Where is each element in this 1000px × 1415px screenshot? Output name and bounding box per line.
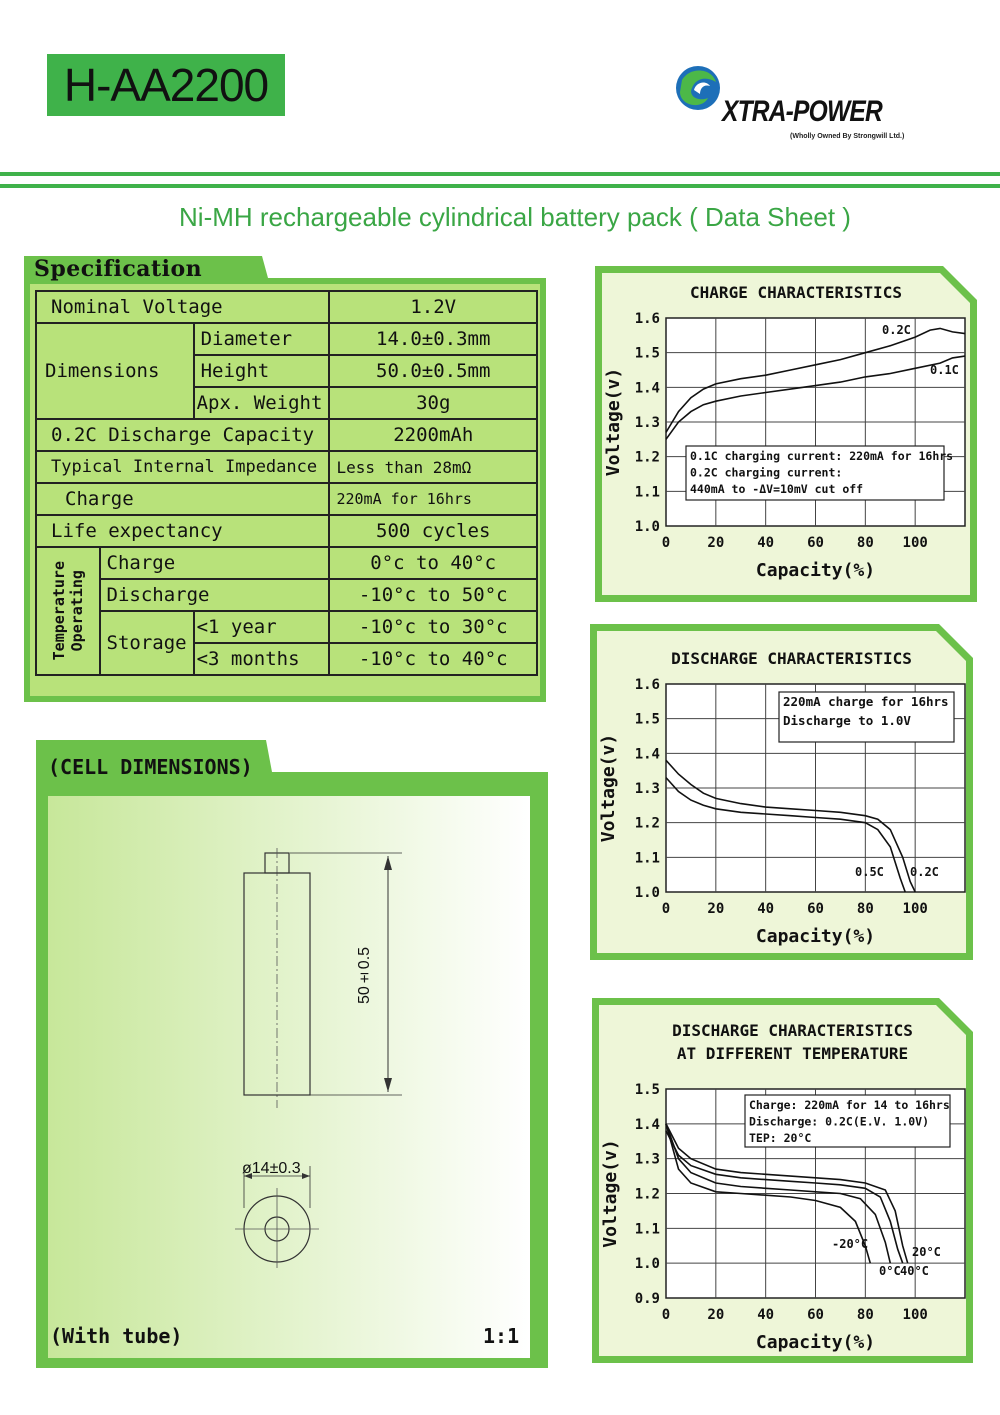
y-tick-label: 1.5: [634, 711, 660, 728]
diameter-dimension-label: ø14±0.3: [242, 1160, 301, 1177]
y-tick-label: 1.1: [634, 1221, 660, 1238]
y-tick-label: 1.0: [634, 1256, 660, 1273]
y-tick-label: 0.9: [634, 1291, 660, 1307]
spec-label: Life expectancy: [36, 515, 329, 547]
spec-value: -10°c to 30°c: [329, 611, 537, 643]
series-label: 0.2C: [882, 323, 911, 337]
series-label: 0°C: [879, 1264, 901, 1278]
spec-value: 0°c to 40°c: [329, 547, 537, 579]
spec-value: Less than 28mΩ: [329, 451, 537, 483]
y-tick-label: 1.1: [634, 850, 660, 867]
brand-name: XTRA-POWER: [722, 95, 882, 128]
x-tick-label: 100: [902, 535, 928, 551]
x-tick-label: 60: [807, 901, 824, 917]
x-tick-label: 40: [757, 1307, 775, 1323]
y-tick-label: 1.3: [634, 415, 660, 431]
chart-title: DISCHARGE CHARACTERISTICS: [672, 1021, 913, 1040]
y-tick-label: 1.2: [634, 1186, 660, 1203]
y-tick-label: 1.3: [634, 1151, 660, 1168]
y-tick-label: 1.4: [634, 746, 660, 763]
x-tick-label: 0: [661, 535, 671, 551]
series-label: 20°C: [912, 1245, 941, 1259]
y-tick-label: 1.1: [634, 484, 660, 501]
height-dimension-label: 50±0.5: [356, 946, 373, 1004]
spec-value: -10°c to 50°c: [329, 579, 537, 611]
x-tick-label: 60: [807, 1307, 824, 1323]
x-tick-label: 60: [807, 535, 824, 551]
spec-value: 220mA for 16hrs: [329, 483, 537, 515]
annotation-text: 220mA charge for 16hrs: [783, 694, 949, 709]
annotation-text: Charge: 220mA for 14 to 16hrs: [749, 1098, 950, 1112]
x-tick-label: 40: [757, 535, 775, 551]
brand-subtitle: (Wholly Owned By Strongwill Ltd.): [790, 133, 905, 140]
cell-dimensions-title: (CELL DIMENSIONS): [48, 755, 253, 779]
y-tick-label: 1.5: [634, 1082, 660, 1098]
series-label: 0.1C: [930, 363, 959, 377]
y-axis-label: Voltage(v): [600, 1139, 621, 1248]
spec-value: 50.0±0.5mm: [329, 355, 537, 387]
spec-label: Diameter: [194, 323, 330, 355]
annotation-text: Discharge to 1.0V: [783, 713, 911, 728]
drawing-scale: 1:1: [483, 1324, 520, 1348]
op-temp-line: Temperature: [49, 561, 68, 661]
y-tick-label: 1.5: [634, 345, 660, 362]
x-axis-label: Capacity(%): [755, 560, 876, 581]
spec-label: Storage: [100, 611, 194, 675]
spec-label: 0.2C Discharge Capacity: [36, 419, 329, 451]
y-tick-label: 1.6: [634, 311, 660, 327]
spec-label: Nominal Voltage: [36, 291, 329, 323]
spec-label: Discharge: [100, 579, 330, 611]
x-tick-label: 80: [856, 901, 874, 917]
annotation-text: 0.1C charging current: 220mA for 16hrs: [690, 449, 954, 463]
spec-value: 2200mAh: [329, 419, 537, 451]
y-tick-label: 1.0: [634, 519, 660, 535]
spec-value: 500 cycles: [329, 515, 537, 547]
annotation-text: 440mA to -ΔV=10mV cut off: [690, 482, 864, 496]
x-tick-label: 80: [856, 535, 874, 551]
x-tick-label: 0: [661, 1307, 671, 1323]
spec-label: Dimensions: [36, 323, 194, 419]
op-temp-line: Operating: [67, 570, 86, 652]
spec-label: Charge: [100, 547, 330, 579]
x-tick-label: 20: [707, 901, 725, 917]
annotation-text: TEP: 20°C: [749, 1131, 812, 1145]
x-tick-label: 20: [707, 535, 725, 551]
y-tick-label: 1.2: [634, 449, 660, 466]
y-tick-label: 1.0: [634, 885, 660, 901]
x-tick-label: 100: [902, 901, 928, 917]
spec-value: 14.0±0.3mm: [329, 323, 537, 355]
spec-label: Apx. Weight: [194, 387, 330, 419]
y-tick-label: 1.4: [634, 1116, 660, 1133]
spec-label: Typical Internal Impedance: [36, 451, 329, 483]
spec-value: -10°c to 40°c: [329, 643, 537, 675]
y-tick-label: 1.6: [634, 677, 660, 693]
y-axis-label: Voltage(v): [603, 367, 624, 477]
series-label: 0.5C: [855, 865, 884, 879]
x-tick-label: 0: [661, 901, 671, 917]
x-tick-label: 80: [856, 1307, 874, 1323]
spec-value: 30g: [329, 387, 537, 419]
series-label: 40°C: [900, 1264, 929, 1278]
x-axis-label: Capacity(%): [755, 1332, 876, 1353]
x-tick-label: 100: [902, 1307, 928, 1323]
chart-title: DISCHARGE CHARACTERISTICS: [671, 649, 912, 668]
spec-title: Specification: [34, 256, 203, 282]
y-tick-label: 1.3: [634, 781, 660, 797]
model-number: H-AA2200: [63, 59, 269, 111]
chart-title: CHARGE CHARACTERISTICS: [690, 283, 902, 302]
y-tick-label: 1.2: [634, 815, 660, 832]
y-axis-label: Voltage(v): [598, 733, 619, 843]
spec-label: Height: [194, 355, 330, 387]
chart-subtitle: AT DIFFERENT TEMPERATURE: [676, 1044, 909, 1063]
document-subtitle: Ni-MH rechargeable cylindrical battery pack ( Data Sheet ): [179, 202, 851, 232]
spec-label: <3 months: [194, 643, 330, 675]
spec-label: Charge: [36, 483, 329, 515]
y-tick-label: 1.4: [634, 380, 660, 397]
x-tick-label: 20: [707, 1307, 725, 1323]
annotation-text: Discharge: 0.2C(E.V. 1.0V): [749, 1114, 930, 1129]
with-tube-note: (With tube): [50, 1324, 183, 1348]
x-axis-label: Capacity(%): [755, 926, 876, 947]
spec-value: 1.2V: [329, 291, 537, 323]
series-label: 0.2C: [910, 865, 939, 879]
series-label: -20°C: [832, 1237, 869, 1251]
annotation-text: 0.2C charging current:: [690, 465, 843, 480]
x-tick-label: 40: [757, 901, 775, 917]
spec-label: <1 year: [194, 611, 330, 643]
